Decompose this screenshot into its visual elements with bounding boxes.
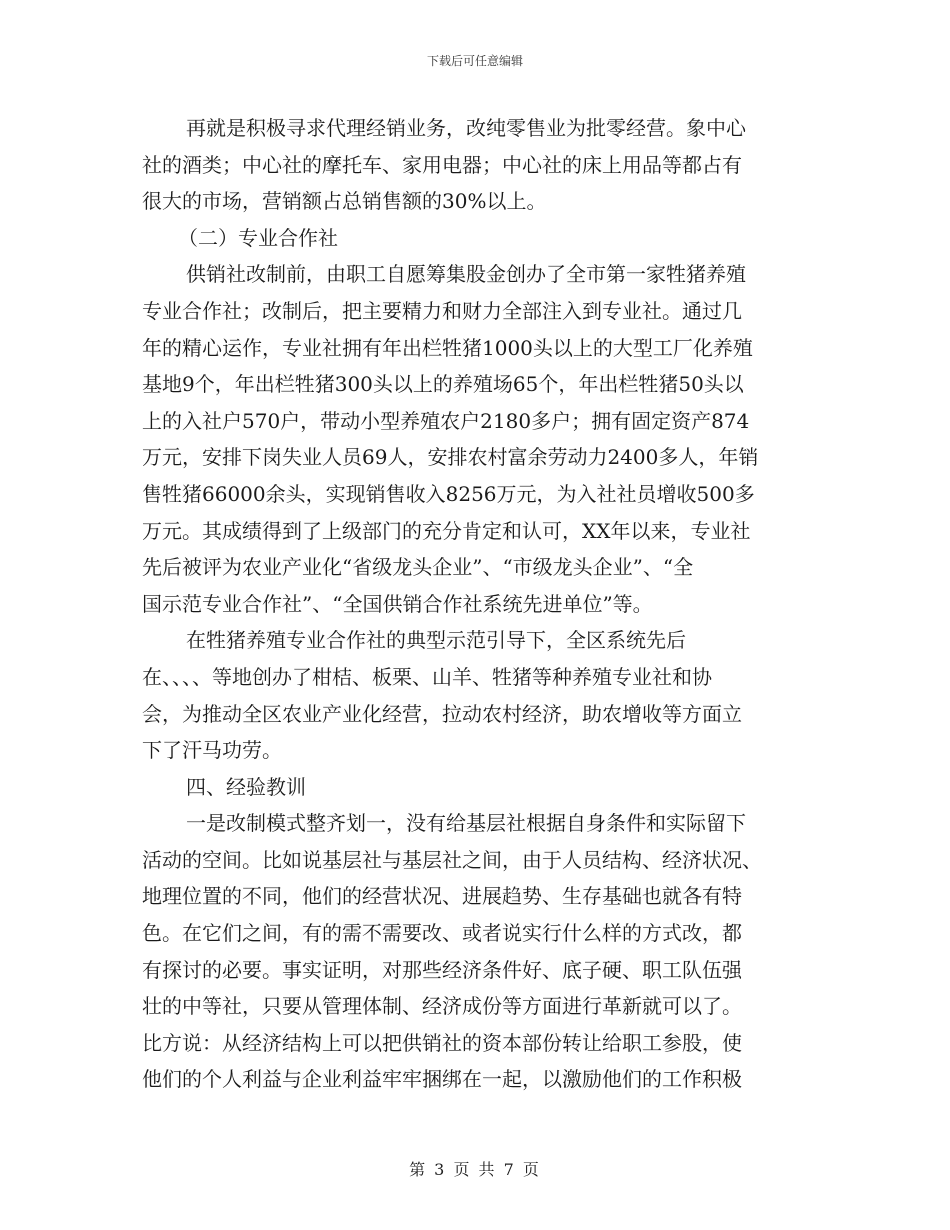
paragraph-line: 社的酒类；中心社的摩托车、家用电器；中心社的床上用品等都占有 <box>142 152 742 177</box>
paragraph-line: 基地9个，年出栏牲猪300头以上的养殖场65个，年出栏牲猪50头以 <box>142 372 744 397</box>
paragraph-line: 很大的市场，营销额占总销售额的30%以上。 <box>142 189 547 214</box>
paragraph-line: 专业合作社；改制后，把主要精力和财力全部注入到专业社。通过几 <box>142 298 742 323</box>
page-header: 下载后可任意编辑 <box>426 54 523 68</box>
paragraph-line: 地理位置的不同，他们的经营状况、进展趋势、生存基础也就各有特 <box>142 884 742 909</box>
paragraph-line: 万元，安排下岗失业人员69人，安排农村富余劳动力2400多人，年销 <box>142 445 759 470</box>
paragraph-line: 再就是积极寻求代理经销业务，改纯零售业为批零经营。象中心 <box>186 116 746 140</box>
paragraph-line: 壮的中等社，只要从管理体制、经济成份等方面进行革新就可以了。 <box>142 994 742 1019</box>
paragraph-line: 先后被评为农业产业化“省级龙头企业”、“市级龙头企业”、“全 <box>142 555 694 580</box>
paragraph-line: 一是改制模式整齐划一，没有给基层社根据自身条件和实际留下 <box>186 811 746 836</box>
paragraph-line: 在牲猪养殖专业合作社的典型示范引导下，全区系统先后 <box>186 628 686 653</box>
paragraph-line: 有探讨的必要。事实证明，对那些经济条件好、底子硬、职工队伍强 <box>142 957 742 982</box>
document-body <box>142 110 802 1098</box>
paragraph-line: 他们的个人利益与企业利益牢牢捆绑在一起，以激励他们的工作积极 <box>142 1067 742 1092</box>
paragraph-line: 比方说：从经济结构上可以把供销社的资本部份转让给职工参股，使 <box>142 1030 742 1055</box>
paragraph-line: 色。在它们之间，有的需不需要改、或者说实行什么样的方式改，都 <box>142 921 742 946</box>
paragraph-line: 供销社改制前，由职工自愿筹集股金创办了全市第一家牲猪养殖 <box>186 262 746 287</box>
paragraph-line: 会，为推动全区农业产业化经营，拉动农村经济，助农增收等方面立 <box>142 701 742 726</box>
page-footer: 第 3 页 共 7 页 <box>409 1160 541 1179</box>
paragraph-line: 国示范专业合作社”、“全国供销合作社系统先进单位”等。 <box>142 591 653 616</box>
paragraph-line: 上的入社户570户，带动小型养殖农户2180多户；拥有固定资产874 <box>142 408 750 433</box>
paragraph-line: 万元。其成绩得到了上级部门的充分肯定和认可，XX年以来，专业社 <box>142 518 751 543</box>
paragraph-line: 在、、、、等地创办了柑桔、板栗、山羊、牲猪等种养殖专业社和协 <box>142 664 712 689</box>
paragraph-line: 下了汗马功劳。 <box>142 738 282 763</box>
paragraph-line: 售牲猪66000余头，实现销售收入8256万元，为入社社员增收500多 <box>142 481 755 506</box>
paragraph-line: 活动的空间。比如说基层社与基层社之间，由于人员结构、经济状况、 <box>142 847 762 872</box>
section-heading: 四、经验教训 <box>186 774 306 799</box>
section-heading: （二）专业合作社 <box>178 225 338 250</box>
paragraph-line: 年的精心运作，专业社拥有年出栏牲猪1000头以上的大型工厂化养殖 <box>142 335 753 360</box>
